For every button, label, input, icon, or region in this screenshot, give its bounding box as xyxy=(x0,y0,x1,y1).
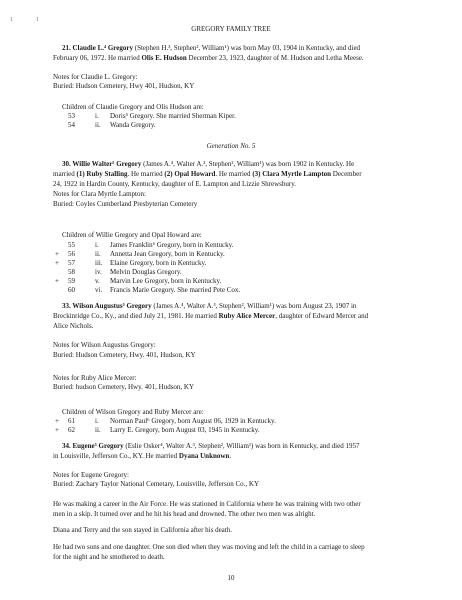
entry-willie-line1: 30. Willie Walter⁵ Gregory (James A.⁴, Walter A.³, Stephen², William¹) was born 1902 in Kentucky. He xyxy=(62,160,355,168)
child-text: Melvin Douglas Gregory. xyxy=(110,268,182,276)
child-plus: + xyxy=(55,417,59,425)
entry-eugene-line2: in Louisville, Jefferson Co., KY. He married Dyana Unknown. xyxy=(53,452,232,460)
entry-claudie-line1: 21. Claudie L.⁴ Gregory (Stephen H.³, Stephen², William¹) was born May 03, 1904 in Kentucky, and died xyxy=(62,44,361,52)
child-roman: i. xyxy=(95,417,99,425)
entry-wilson-line3: Alice Nichols. xyxy=(53,322,94,330)
scan-mark: 1 xyxy=(10,17,13,23)
burial-info: Buried: Coyles Cumberland Presbyterian Cemetery xyxy=(53,200,198,208)
child-roman: i. xyxy=(95,112,99,120)
page-title: GREGORY FAMILY TREE xyxy=(191,25,271,33)
child-text: Annetta Jean Gregory, born in Kentucky. xyxy=(110,250,225,258)
children-label: Children of Claudie Gregory and Olis Hudson are: xyxy=(62,103,204,111)
notes-label: Notes for Eugene Gregory: xyxy=(53,471,130,479)
child-text: Larry E. Gregory, born August 03, 1945 in Kentucky. xyxy=(110,426,260,434)
entry-willie-line3: 24, 1922 in Hardin County, Kentucky, daughter of E. Lampton and Lizzie Shrewsbury. xyxy=(53,180,297,188)
notes-label: Notes for Ruby Alice Mercer: xyxy=(53,374,137,382)
note-paragraph-line: Diana and Terry and the son stayed in California after his death. xyxy=(53,526,232,534)
generation-heading: Generation No. 5 xyxy=(206,142,256,150)
note-paragraph-line: He was making a career in the Air Force. He was stationed in California where he was training with two other xyxy=(53,500,361,508)
notes-label: Notes for Clara Myrtle Lampton: xyxy=(53,190,146,198)
notes-label: Notes for Claudie L. Gregory: xyxy=(53,73,138,81)
burial-info: Buried: Hudson Cemetery, Hwy. 401, Hudson, KY xyxy=(53,351,196,359)
child-number: 60 xyxy=(68,286,75,294)
child-number: 62 xyxy=(68,426,75,434)
child-roman: iv. xyxy=(95,268,102,276)
child-roman: ii. xyxy=(95,121,101,129)
child-text: Francis Marie Gregory. She married Pete Cox. xyxy=(110,286,241,294)
child-roman: iii. xyxy=(95,259,103,267)
entry-claudie-line2: February 06, 1972. He married Olis E. Hudson December 23, 1923, daughter of M. Hudson and Letha Meese. xyxy=(53,54,364,62)
child-number: 61 xyxy=(68,417,75,425)
entry-wilson-line1: 33. Wilson Augustus⁵ Gregory (James A.⁴, Walter A.³, Stephen², William¹) was born August 23, 1907 in xyxy=(62,302,357,310)
children-label: Children of Willie Gregory and Opal Howard are: xyxy=(62,231,202,239)
child-roman: ii. xyxy=(95,426,101,434)
burial-info: Buried: hudson Cemetery, Hwy. 401, Hudson, KY xyxy=(53,383,195,391)
child-number: 53 xyxy=(68,112,75,120)
child-plus: + xyxy=(55,426,59,434)
entry-eugene-line1: 34. Eugene⁵ Gregory (Eslie Osker⁴, Walter A.³, Stephen², William¹) was born in Kentucky, and died 1957 xyxy=(62,442,360,450)
child-number: 59 xyxy=(68,277,75,285)
child-plus: + xyxy=(55,277,59,285)
child-text: Marvin Lee Gregory, born in Kentucky. xyxy=(110,277,222,285)
child-roman: i. xyxy=(95,241,99,249)
child-roman: ii. xyxy=(95,250,101,258)
burial-info: Buried: Hudson Cemetery, Hwy 401, Hudson, KY xyxy=(53,82,195,90)
note-paragraph-line: men in a skip. It turned over and he hit his head and drowned. The other two men was alright. xyxy=(53,510,316,518)
child-number: 57 xyxy=(68,259,75,267)
child-text: Norman Paul⁶ Gregory, born August 06, 1929 in Kentucky. xyxy=(110,417,276,425)
scan-mark: 1 xyxy=(36,17,39,23)
child-number: 58 xyxy=(68,268,75,276)
notes-label: Notes for Wilson Augustus Gregory: xyxy=(53,341,156,349)
child-plus: + xyxy=(55,259,59,267)
child-text: Elaine Gregory, born in Kentucky. xyxy=(110,259,207,267)
child-text: Doris⁵ Gregory. She married Sherman Kiper. xyxy=(110,112,236,120)
child-number: 54 xyxy=(68,121,75,129)
child-text: Wanda Gregory. xyxy=(110,121,156,129)
burial-info: Buried: Zachary Taylor National Cemetary, Louisville, Jefferson Co., KY xyxy=(53,480,260,488)
child-number: 56 xyxy=(68,250,75,258)
child-roman: vi. xyxy=(95,286,103,294)
entry-wilson-line2: Breckinridge Co., Ky., and died July 21, 1981. He married Ruby Alice Mercer, daughter of Edward Mercer and xyxy=(53,312,369,320)
children-label: Children of Wilson Gregory and Ruby Mercer are: xyxy=(62,408,204,416)
child-plus: + xyxy=(55,250,59,258)
note-paragraph-line: for the night and he smothered to death. xyxy=(53,553,165,561)
note-paragraph-line: He had two sons and one daughter. One son died when they was moving and left the child in a carriage to sleep xyxy=(53,543,365,551)
child-text: James Franklin⁶ Gregory, born in Kentucky. xyxy=(110,241,234,249)
entry-willie-line2: married (1) Ruby Stalling. He married (2) Opal Howard. He married (3) Clara Myrtle Lampton December xyxy=(53,170,362,178)
child-roman: v. xyxy=(95,277,100,285)
page-number: 10 xyxy=(227,574,235,582)
child-number: 55 xyxy=(68,241,75,249)
